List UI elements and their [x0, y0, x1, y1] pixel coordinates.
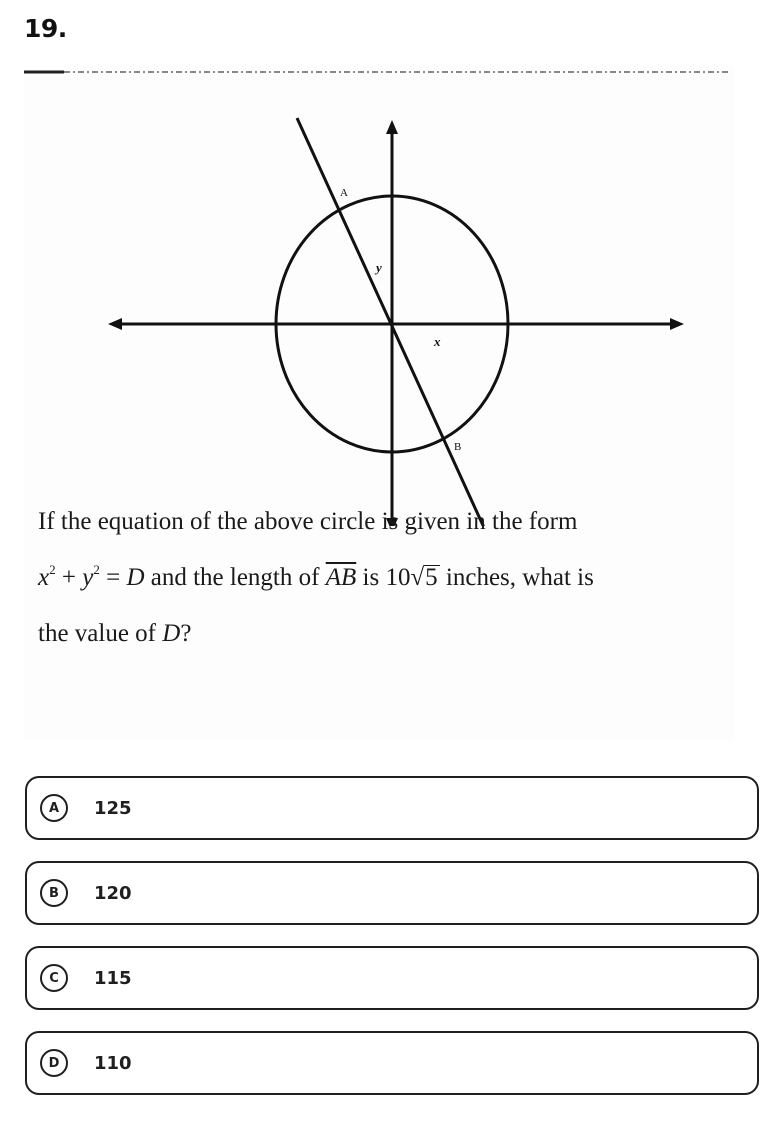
- problem-line-2-mid: and the length of: [144, 564, 326, 591]
- y-label: y: [376, 260, 382, 275]
- radical: [410, 550, 439, 606]
- problem-line-1: If the equation of the above circle is given in the form: [38, 508, 578, 535]
- eq-equals: =: [99, 564, 127, 591]
- problem-line-2-end: inches, what is: [439, 564, 594, 591]
- problem-line-2: [38, 550, 718, 606]
- eq-plus: +: [55, 564, 83, 591]
- point-a-label: A: [340, 187, 348, 199]
- problem-statement: [38, 494, 718, 662]
- option-a-badge: A: [40, 794, 68, 822]
- length-coefficient: 10: [385, 564, 411, 591]
- problem-line-3-start: the value of: [38, 620, 163, 647]
- question-number: 19.: [24, 14, 67, 43]
- problem-line-3: [38, 606, 718, 662]
- option-a-value: 125: [94, 797, 132, 819]
- x-label: x: [434, 334, 441, 349]
- point-b-label: B: [454, 441, 462, 453]
- option-d-value: 110: [94, 1052, 132, 1074]
- option-c-button[interactable]: [25, 946, 759, 1010]
- problem-line-2-is: is: [356, 564, 386, 591]
- radical-sign: √: [410, 564, 425, 591]
- answer-options: [25, 776, 759, 1116]
- option-b-value: 120: [94, 882, 132, 904]
- x-axis-left-arrow: [108, 318, 122, 330]
- option-d-badge: D: [40, 1049, 68, 1077]
- problem-line-3-var: D: [162, 620, 181, 647]
- eq-x-exponent: 2: [49, 562, 56, 577]
- option-b-button[interactable]: [25, 861, 759, 925]
- y-axis-top-arrow: [386, 120, 398, 134]
- option-c-badge: C: [40, 964, 68, 992]
- option-b-badge: B: [40, 879, 68, 907]
- option-a-button[interactable]: [25, 776, 759, 840]
- eq-x: x: [38, 564, 50, 591]
- eq-y: y: [82, 564, 94, 591]
- radicand: 5: [425, 564, 438, 591]
- option-c-value: 115: [94, 967, 132, 989]
- x-axis-right-arrow: [670, 318, 684, 330]
- segment-ab: $\overline{AB}$: [325, 564, 357, 591]
- circle-diagram: [24, 66, 734, 526]
- problem-line-3-end: ?: [180, 620, 192, 647]
- option-d-button[interactable]: [25, 1031, 759, 1095]
- eq-d: D: [126, 564, 145, 591]
- eq-y-exponent: 2: [93, 562, 100, 577]
